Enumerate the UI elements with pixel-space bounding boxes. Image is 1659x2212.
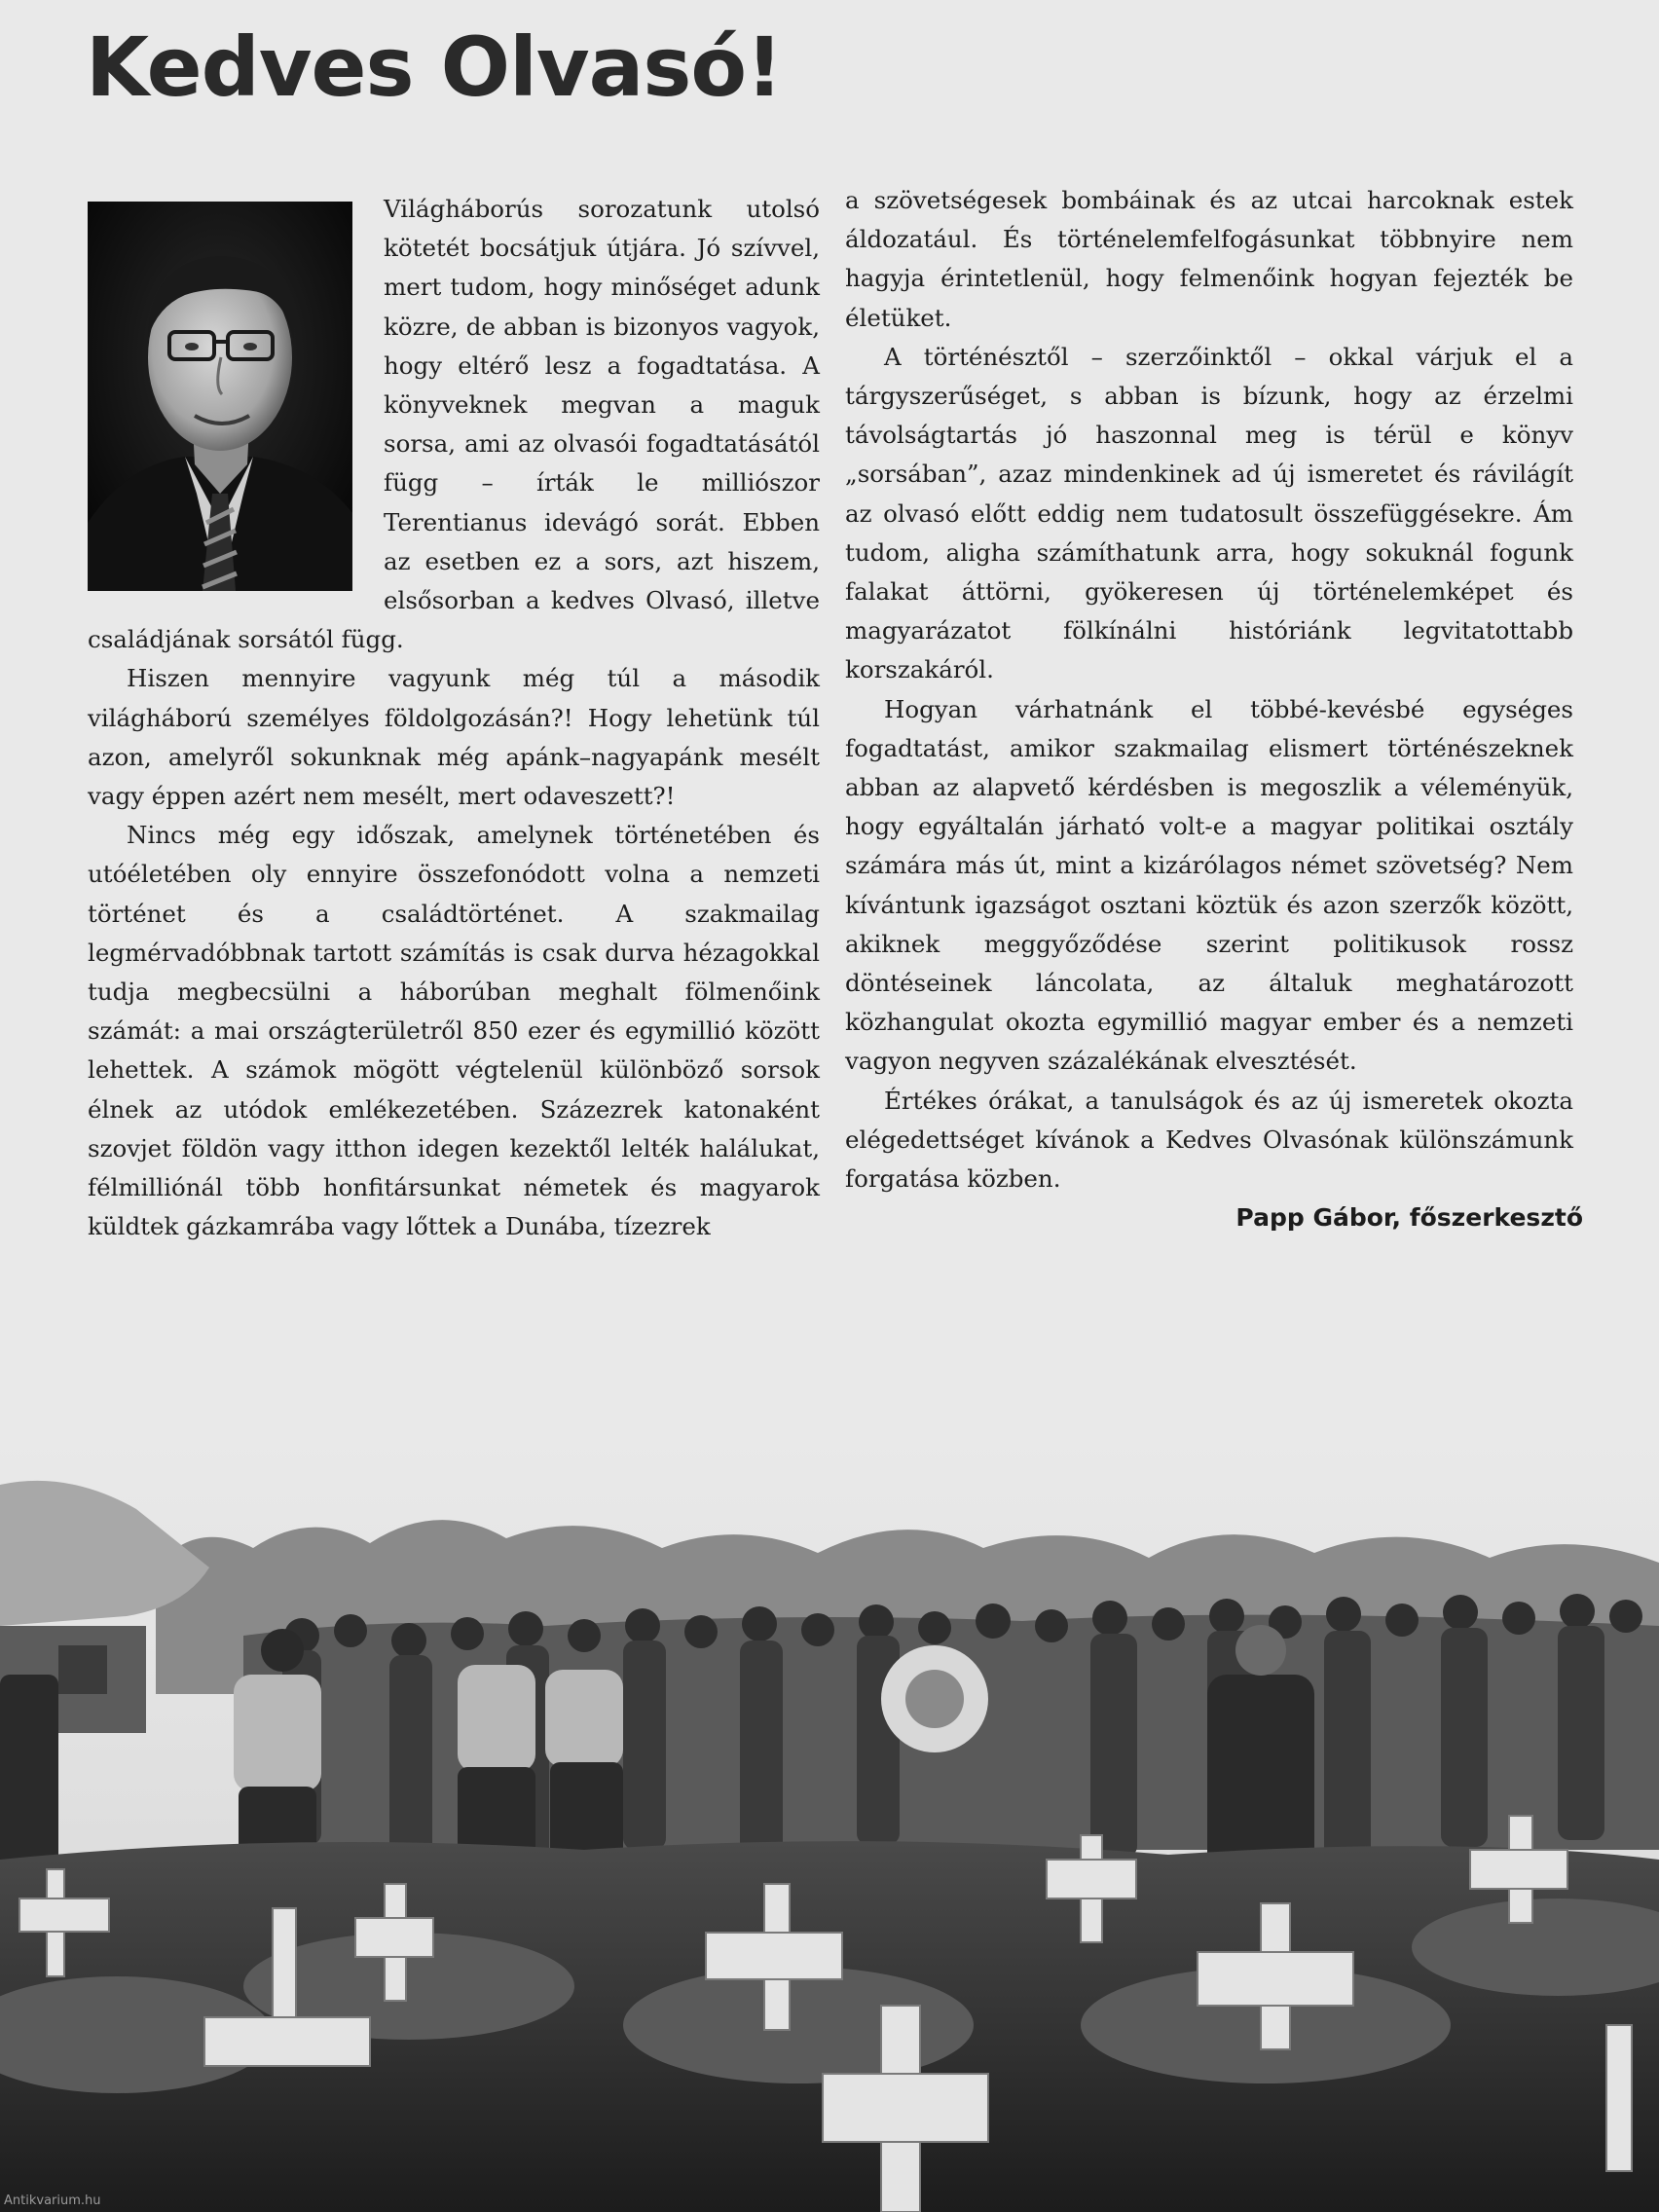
- editorial-paragraph: Értékes órákat, a tanulságok és az új ismeretek okozta elégedettséget kívánok a Kedves Olvasónak különszámunk forgatása közben.: [845, 1086, 1573, 1194]
- editorial-paragraph: Nincs még egy időszak, amelynek történetében és utóéletében oly ennyire összefonódott volna a nemzeti történet és a családtörténet. A szakmailag legmérvadóbbnak tartott számítás is csak durva hézagokkal tudja megbecsülni a háborúban meghalt fölmenőink számát: a mai országterületről 850 ezer és egymillió között lehettek. A számok mögött végtelenül különböző sorsok élnek az utódok emlékezetében. Százezrek katonaként szovjet földön vagy itthon idegen kezektől lelték halálukat, félmilliónál több honfitársunkat németek és magyarok küldtek gázkamrába vagy lőttek a Dunába, tízezrek: [88, 821, 820, 1241]
- editor-signature: Papp Gábor, főszerkesztő: [1235, 1203, 1583, 1232]
- war-cemetery-photo-icon: [0, 1441, 1659, 2212]
- editorial-paragraph: a szövetségesek bombáinak és az utcai harcoknak estek áldozatául. És történelemfelfogásunkat többnyire nem hagyja érintetlenül, hogy felmenőink hogyan fejezték be életüket.: [845, 186, 1573, 332]
- watermark: Antikvarium.hu: [4, 2194, 101, 2208]
- editorial-paragraph: Hiszen mennyire vagyunk még túl a második világháború személyes földolgozásán?! Hogy lehetünk túl azon, amelyről sokunknak még apánk–nagyapánk mesélt vagy éppen azért nem mesélt, mert odaveszett?!: [88, 664, 820, 811]
- editorial-right-column: [845, 181, 1573, 1198]
- editorial-paragraph: Hogyan várhatnánk el többé-kevésbé egységes fogadtatást, amikor szakmailag elismert történészeknek abban az alapvető kérdésben is megoszlik a véleményük, hogy egyáltalán járható volt-e a magyar politikai osztály számára más út, mint a kizárólagos német szövetség? Nem kívántunk igazságot osztani köztük és azon szerzők között, akiknek meggyőződése szerint politikusok rossz döntéseinek láncolata, az általuk meghatározott közhangulat okozta egymillió magyar ember és a nemzeti vagyon negyven százalékának elvesztését.: [845, 694, 1573, 1076]
- editorial-left-column: [88, 190, 820, 1246]
- editorial-paragraph: Világháborús sorozatunk utolsó kötetét bocsátjuk útjára. Jó szívvel, mert tudom, hogy minőséget adunk közre, de abban is bizonyos vagyok, hogy eltérő lesz a fogadtatása. A könyveknek megvan a maguk sorsa, ami az olvasói fogadtatásától függ – írták le milliószor Terentianus idevágó sorát. Ebben az esetben ez a sors, azt hiszem, elsősorban a kedves Olvasó, illetve családjának sorsától függ.: [88, 195, 820, 654]
- page-title: Kedves Olvasó!: [86, 19, 783, 115]
- portrait-photo-icon: [88, 202, 352, 591]
- editorial-paragraph: A történésztől – szerzőinktől – okkal várjuk el a tárgyszerűséget, s abban is bízunk, hogy az érzelmi távolságtartás jó haszonnal meg is térül e könyv „sorsában”, azaz mindenkinek ad új ismeretet és rávilágít az olvasó előtt eddig nem tudatosult összefüggésekre. Ám tudom, aligha számíthatunk arra, hogy sokuknál fogunk falakat áttörni, gyökeresen új történelemképet és magyarázatot fölkínálni históriánk legvitatottabb korszakáról.: [845, 342, 1573, 684]
